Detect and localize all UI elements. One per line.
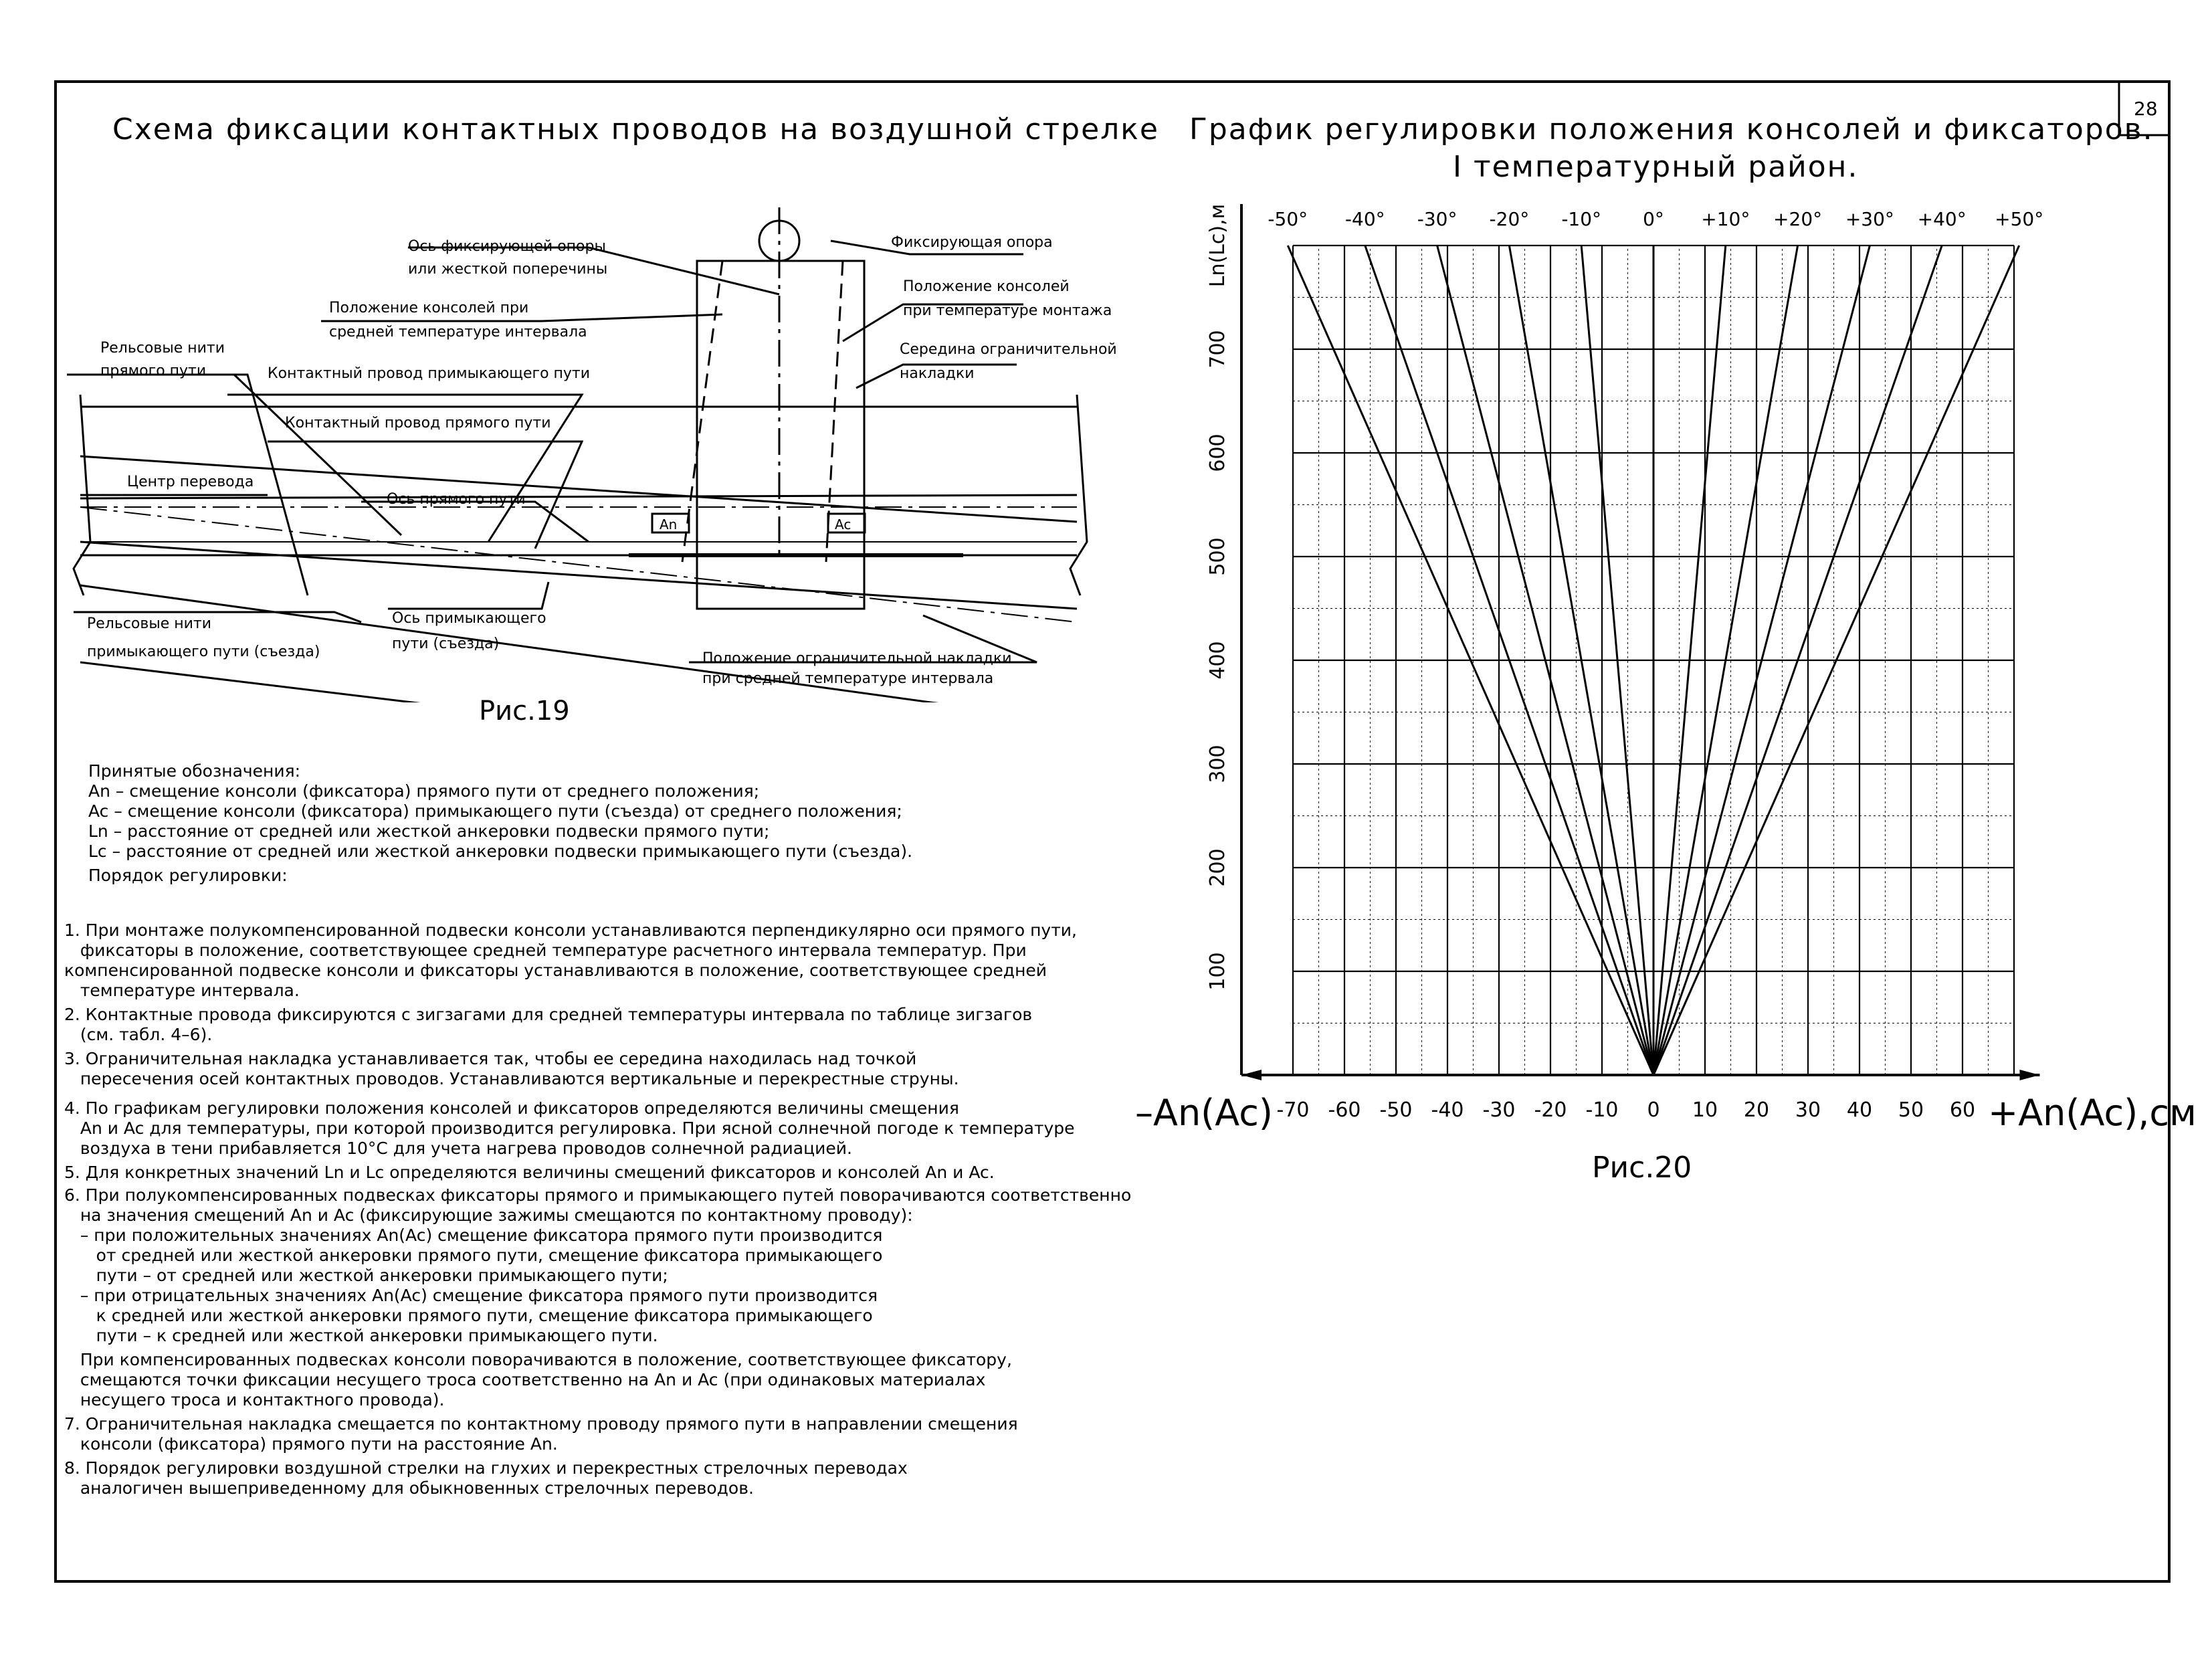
label-axis-adjacent-1: Ось примыкающего [392,610,546,627]
x-tick-label: 30 [1795,1098,1821,1122]
instruction-line: 6. При полукомпенсированных подвесках фиксаторы прямого и примыкающего путей поворачиваются соответственно [64,1185,1132,1205]
label-ac: Ac [835,516,851,532]
y-tick-label: 500 [1206,537,1229,576]
instruction-line: от средней или жесткой анкеровки прямого пути, смещение фиксатора примыкающего [64,1246,883,1265]
right-title-line2: I температурный район. [1453,150,1859,184]
x-axis-label-left: –An(Ac) [1135,1092,1273,1134]
instruction-line: воздуха в тени прибавляется 10°С для учета нагрева проводов солнечной радиацией. [64,1139,852,1158]
x-tick-label: -30 [1482,1098,1516,1122]
instruction-line: фиксаторы в положение, соответствующее средней температуре расчетного интервала температур. При [64,941,1027,960]
instruction-line: 5. Для конкретных значений Ln и Lc определяются величины смещений фиксаторов и консолей An и Ac. [64,1163,995,1182]
figure-caption-19: Рис.19 [479,696,570,726]
instruction-line: компенсированной подвеске консоли и фиксаторы устанавливаются в положение, соответствующее средней [64,961,1047,980]
label-rails-straight-1: Рельсовые нити [100,340,225,357]
legend-item: Ac – смещение консоли (фиксатора) примыкающего пути (съезда) от среднего положения; [88,801,902,821]
x-tick-label: 10 [1692,1098,1718,1122]
series-label: -20° [1489,208,1530,230]
switch-scheme-drawing [54,194,1231,702]
x-tick-label: -10 [1585,1098,1619,1122]
x-axis-label-right: +An(Ac),см [1988,1092,2197,1134]
y-axis-label: Ln(Lc),м [1206,203,1229,288]
label-limiter-mid-2: накладки [900,365,975,382]
instruction-line: пересечения осей контактных проводов. Устанавливаются вертикальные и перекрестные струны. [64,1069,959,1088]
instruction-line: 8. Порядок регулировки воздушной стрелки на глухих и перекрестных стрелочных переводах [64,1458,908,1478]
legend-item: Lc – расстояние от средней или жесткой анкеровки подвески примыкающего пути (съезда). [88,842,913,861]
label-wire-adjacent: Контактный провод примыкающего пути [268,365,591,382]
instruction-line: 4. По графикам регулировки положения консолей и фиксаторов определяются величины смещения [64,1098,959,1118]
series-label: +10° [1701,208,1750,230]
x-tick-label: 20 [1743,1098,1770,1122]
x-tick-label: 40 [1846,1098,1873,1122]
series-label: -40° [1344,208,1385,230]
y-tick-label: 300 [1206,745,1229,783]
label-axis-straight: Ось прямого пути [387,491,526,508]
label-pole: Фиксирующая опора [891,234,1053,251]
series-label: 0° [1643,208,1664,230]
series-label: -50° [1268,208,1308,230]
y-tick-label: 400 [1206,641,1229,680]
x-tick-label: -60 [1328,1098,1361,1122]
y-tick-label: 700 [1206,330,1229,369]
instruction-line: При компенсированных подвесках консоли поворачиваются в положение, соответствующее фиксатору, [64,1350,1012,1369]
instruction-line: консоли (фиксатора) прямого пути на расстояние An. [64,1434,558,1454]
label-limiter-pos-1: Положение ограничительной накладки [702,650,1012,667]
instruction-line: 7. Ограничительная накладка смещается по контактному проводу прямого пути в направлении смещения [64,1414,1018,1434]
label-wire-straight: Контактный провод прямого пути [285,415,551,431]
instruction-line: 3. Ограничительная накладка устанавливается так, чтобы ее середина находилась над точкой [64,1049,917,1068]
x-tick-label: 0 [1647,1098,1660,1122]
label-limiter-mid-1: Середина ограничительной [900,341,1117,358]
y-tick-label: 200 [1206,848,1229,887]
y-tick-label: 600 [1206,433,1229,472]
legend-item: Ln – расстояние от средней или жесткой анкеровки подвески прямого пути; [88,821,770,841]
series-label: -30° [1417,208,1457,230]
instruction-line: пути – от средней или жесткой анкеровки примыкающего пути; [64,1266,668,1285]
x-tick-label: -70 [1276,1098,1310,1122]
instruction-line: An и Ac для температуры, при которой производится регулировка. При ясной солнечной погоде к температуре [64,1118,1075,1138]
x-tick-label: 60 [1949,1098,1976,1122]
instruction-line: 1. При монтаже полукомпенсированной подвески консоли устанавливаются перпендикулярно оси прямого пути, [64,920,1077,940]
legend-heading: Принятые обозначения: [88,761,301,781]
right-title-line1: График регулировки положения консолей и фиксаторов. [1189,112,2154,147]
instruction-line: 2. Контактные провода фиксируются с зигзагами для средней температуры интервала по таблице зигзагов [64,1005,1033,1024]
series-label: +30° [1845,208,1894,230]
label-switch-center: Центр перевода [127,474,254,490]
figure-caption-20: Рис.20 [1592,1151,1692,1185]
x-tick-label: -20 [1534,1098,1567,1122]
label-axis-pole-2: или жесткой поперечины [408,261,608,278]
x-tick-label: -40 [1431,1098,1464,1122]
instruction-line: – при положительных значениях An(Ac) смещение фиксатора прямого пути производится [64,1226,883,1245]
legend-item: An – смещение консоли (фиксатора) прямого пути от среднего положения; [88,781,760,801]
label-axis-adjacent-2: пути (съезда) [392,636,500,652]
series-label: +50° [1995,208,2044,230]
series-label: +20° [1773,208,1823,230]
series-label: +40° [1917,208,1967,230]
label-rails-adjacent-2: примыкающего пути (съезда) [87,644,320,660]
series-label: -10° [1561,208,1602,230]
instruction-line: (см. табл. 4–6). [64,1025,213,1044]
label-limiter-pos-2: при средней температуре интервала [702,670,994,687]
x-tick-label: 50 [1898,1098,1924,1122]
label-console-mount-2: при температуре монтажа [903,302,1112,319]
order-heading: Порядок регулировки: [88,866,288,885]
instruction-line: – при отрицательных значениях An(Ac) смещение фиксатора прямого пути производится [64,1286,878,1305]
instruction-line: смещаются точки фиксации несущего троса соответственно на An и Ac (при одинаковых материалах [64,1370,986,1389]
label-axis-pole-1: Ось фиксирующей опоры [408,238,606,255]
label-console-mid-1: Положение консолей при [329,300,529,316]
x-tick-label: -50 [1379,1098,1413,1122]
instruction-line: на значения смещений An и Ac (фиксирующие зажимы смещаются по контактному проводу): [64,1205,913,1225]
left-title: Схема фиксации контактных проводов на воздушной стрелке [112,112,1159,147]
instruction-line: аналогичен вышеприведенному для обыкновенных стрелочных переводов. [64,1478,754,1498]
instruction-line: температуре интервала. [64,981,300,1000]
label-rails-straight-2: прямого пути [100,363,207,379]
label-console-mount-1: Положение консолей [903,278,1070,295]
page-number: 28 [2134,98,2158,120]
instruction-line: к средней или жесткой анкеровки прямого пути, смещение фиксатора примыкающего [64,1306,873,1325]
label-rails-adjacent-1: Рельсовые нити [87,615,212,632]
label-console-mid-2: средней температуре интервала [329,324,587,340]
label-an: An [660,516,678,532]
y-tick-label: 100 [1206,952,1229,991]
instruction-line: пути – к средней или жесткой анкеровки примыкающего пути. [64,1326,658,1345]
instruction-line: несущего троса и контактного провода). [64,1390,445,1409]
